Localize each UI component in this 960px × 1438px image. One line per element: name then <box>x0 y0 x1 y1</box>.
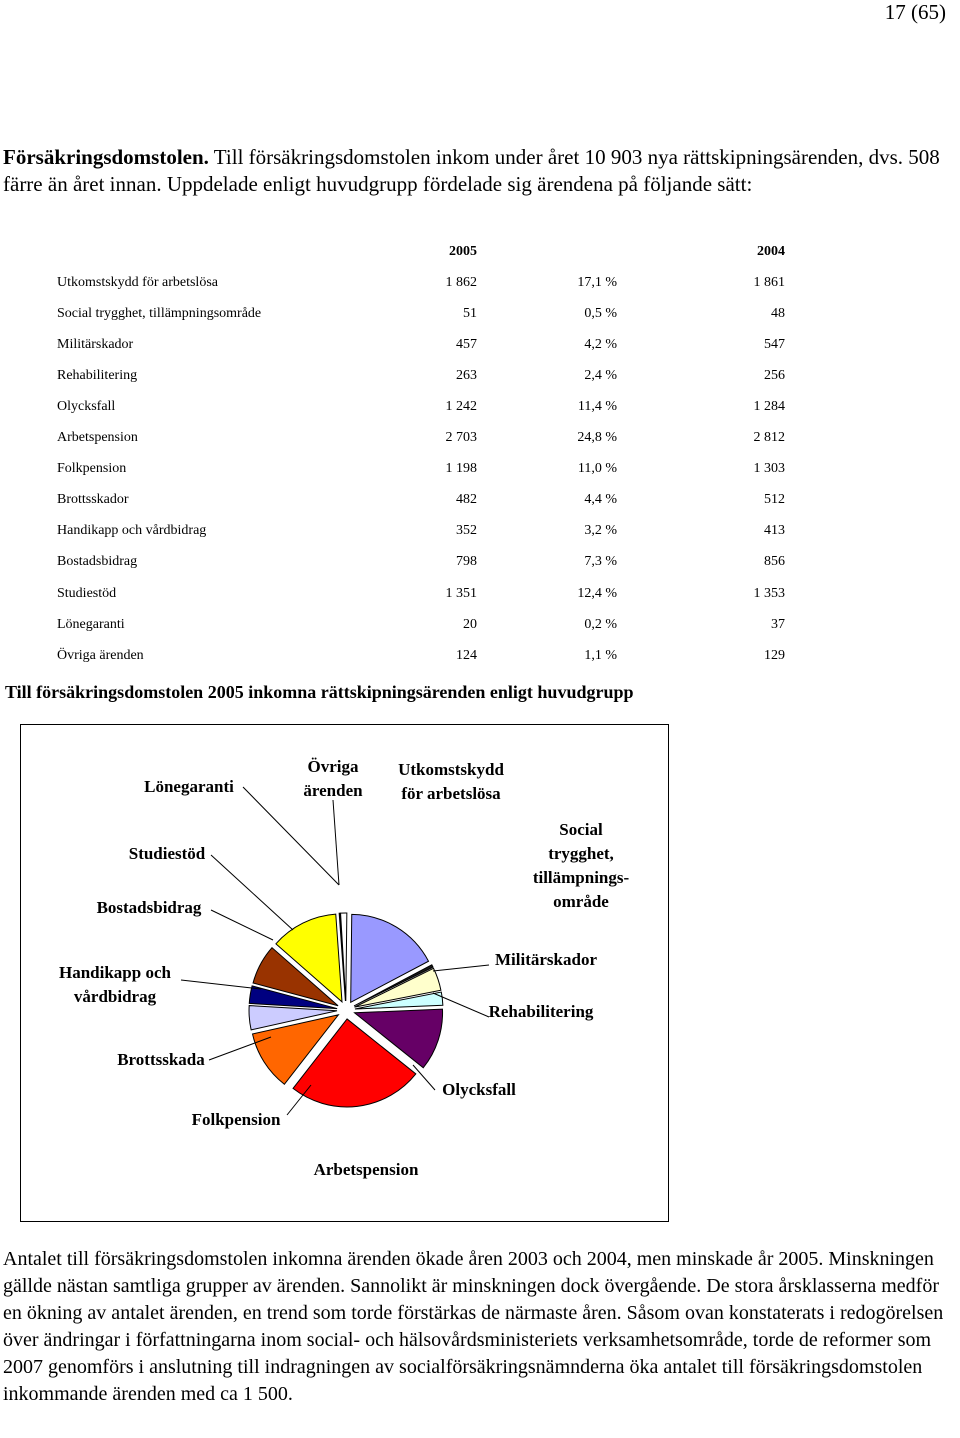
row-pct: 1,1 % <box>584 647 617 663</box>
row-2004: 48 <box>771 305 785 321</box>
pie-label <box>533 820 630 911</box>
pie-label-line: Social <box>559 820 603 839</box>
row-2004: 2 812 <box>753 430 785 446</box>
intro-lead: Försäkringsdomstolen. <box>3 145 209 169</box>
pie-label-line: för arbetslösa <box>401 784 501 803</box>
row-pct: 2,4 % <box>584 367 617 383</box>
row-pct: 11,0 % <box>577 461 617 477</box>
table-row <box>57 485 797 516</box>
row-label: Rehabilitering <box>57 367 138 383</box>
pie-label <box>495 950 597 969</box>
row-2005: 124 <box>456 647 477 663</box>
pie-label-line: Brottsskada <box>117 1050 205 1069</box>
pie-label <box>129 844 206 863</box>
row-2004: 512 <box>764 492 785 508</box>
pie-label <box>117 1050 205 1069</box>
row-label: Brottsskador <box>57 492 129 508</box>
pie-chart-frame <box>20 724 669 1222</box>
row-label: Olycksfall <box>57 399 116 415</box>
row-label: Lönegaranti <box>57 616 125 632</box>
table-row <box>57 391 797 422</box>
table-header-row <box>57 236 797 267</box>
row-label: Utkomstskydd för arbetslösa <box>57 274 218 290</box>
page-number: 17 (65) <box>884 0 946 24</box>
leader-line <box>243 787 339 885</box>
pie-label-line: Handikapp och <box>59 963 171 982</box>
row-label: Arbetspension <box>57 430 138 446</box>
pie-label-line: Studiestöd <box>128 844 206 863</box>
pie-label-line: Folkpension <box>191 1110 281 1129</box>
row-2005: 457 <box>456 336 477 352</box>
row-2004: 256 <box>764 367 785 383</box>
row-label: Bostadsbidrag <box>57 554 138 570</box>
row-2004: 1 303 <box>753 461 785 477</box>
pie-label-line: ärenden <box>303 781 363 800</box>
table-row <box>57 329 797 360</box>
row-2004: 1 861 <box>753 274 785 290</box>
row-pct: 7,3 % <box>584 554 617 570</box>
row-label: Handikapp och vårdbidrag <box>57 523 207 539</box>
table-row <box>57 298 797 329</box>
row-2004: 129 <box>764 647 785 663</box>
leader-line <box>211 855 293 930</box>
row-2005: 263 <box>456 367 477 383</box>
slice-ovriga <box>341 913 347 1001</box>
row-2004: 37 <box>771 616 785 632</box>
statistics-table-wrapper <box>57 236 797 671</box>
row-label: Social trygghet, tillämpningsområde <box>57 305 262 321</box>
row-2005: 1 351 <box>445 585 477 601</box>
table-row <box>57 547 797 578</box>
pie-label-line: Arbetspension <box>313 1160 419 1179</box>
pie-label <box>97 898 202 917</box>
pie-label <box>144 777 234 796</box>
pie-label-line: Olycksfall <box>442 1080 516 1099</box>
pie-chart <box>21 725 668 1221</box>
row-pct: 0,2 % <box>584 616 617 632</box>
row-pct: 24,8 % <box>577 430 617 446</box>
row-label: Folkpension <box>57 461 127 477</box>
pie-label <box>489 1002 594 1021</box>
table-row <box>57 360 797 391</box>
table-row <box>57 267 797 298</box>
row-2004: 547 <box>764 336 785 352</box>
row-2005: 1 198 <box>445 461 477 477</box>
table-row <box>57 609 797 640</box>
leader-line <box>413 1065 435 1090</box>
pie-label-line: Bostadsbidrag <box>96 898 202 917</box>
row-pct: 17,1 % <box>577 274 617 290</box>
row-2005: 2 703 <box>445 430 477 446</box>
table-row <box>57 578 797 609</box>
pie-label <box>314 1160 419 1179</box>
row-2005: 1 242 <box>445 399 477 415</box>
row-pct: 12,4 % <box>577 585 617 601</box>
row-2004: 413 <box>764 523 785 539</box>
row-label: Militärskador <box>57 336 134 352</box>
pie-label-line: Militärskador <box>495 950 597 969</box>
row-2005: 798 <box>456 554 477 570</box>
leader-line <box>333 800 339 885</box>
row-2005: 51 <box>463 305 477 321</box>
row-2004: 1 284 <box>753 399 785 415</box>
pie-label-line: tillämpnings- <box>532 868 630 887</box>
chart-title: Till försäkringsdomstolen 2005 inkomna rättskipningsärenden enligt huvudgrupp <box>5 682 634 702</box>
row-pct: 3,2 % <box>584 523 617 539</box>
pie-label <box>192 1110 281 1129</box>
row-2005: 1 862 <box>445 274 477 290</box>
row-pct: 0,5 % <box>584 305 617 321</box>
table-row <box>57 640 797 671</box>
row-label: Övriga ärenden <box>57 647 144 663</box>
pie-label-line: område <box>553 892 609 911</box>
leader-line <box>433 965 489 971</box>
pie-label <box>59 963 172 1006</box>
row-pct: 4,2 % <box>584 336 617 352</box>
row-2004: 1 353 <box>753 585 785 601</box>
pie-label <box>303 757 363 800</box>
statistics-table <box>57 236 797 671</box>
row-pct: 4,4 % <box>584 492 617 508</box>
pie-label-line: Lönegaranti <box>144 777 234 796</box>
row-pct: 11,4 % <box>577 399 617 415</box>
header-label <box>57 236 377 267</box>
pie-label <box>442 1080 516 1099</box>
pie-label-line: Övriga <box>307 757 359 776</box>
leader-line <box>181 980 261 989</box>
header-pct <box>477 236 617 267</box>
pie-label-line: vårdbidrag <box>73 987 157 1006</box>
row-2005: 482 <box>456 492 477 508</box>
pie-label-line: Utkomstskydd <box>398 760 504 779</box>
body-paragraph: Antalet till försäkringsdomstolen inkomna ärenden ökade åren 2003 och 2004, men minskade år 2005. Minskningen gällde nästan samtliga grupper av ärenden. Sannolikt är minskningen dock övergående. De stora årsklasserna medför en ökning av antalet ärenden, en trend som torde förstärkas de närmaste åren. Såsom ovan konstaterats i redogörelsen över ändringar i författningarna inom social- och hälsovårdsministeriets verksamhetsområde, torde de reformer som 2007 genomförs i anslutning till indragningen av socialförsäkringsnämnderna öka antalet till försäkringsdomstolen inkommande ärenden med ca 1 500. <box>3 1248 944 1405</box>
header-2005: 2005 <box>449 243 477 259</box>
pie-label-line: Rehabilitering <box>488 1002 594 1021</box>
header-2004: 2004 <box>757 243 785 259</box>
table-row <box>57 423 797 454</box>
row-2004: 856 <box>764 554 785 570</box>
row-label: Studiestöd <box>57 585 117 601</box>
pie-label <box>398 760 504 803</box>
pie-label-line: trygghet, <box>548 844 614 863</box>
intro-text: Till försäkringsdomstolen inkom under året 10 903 nya rättskipningsärenden, dvs. 508 färre än året innan. Uppdelade enligt huvudgrupp fördelade sig ärendena på följande sätt: <box>3 145 940 196</box>
table-row <box>57 516 797 547</box>
intro-paragraph <box>3 144 943 198</box>
leader-line <box>211 910 273 940</box>
table-row <box>57 454 797 485</box>
row-2005: 20 <box>463 616 477 632</box>
row-2005: 352 <box>456 523 477 539</box>
